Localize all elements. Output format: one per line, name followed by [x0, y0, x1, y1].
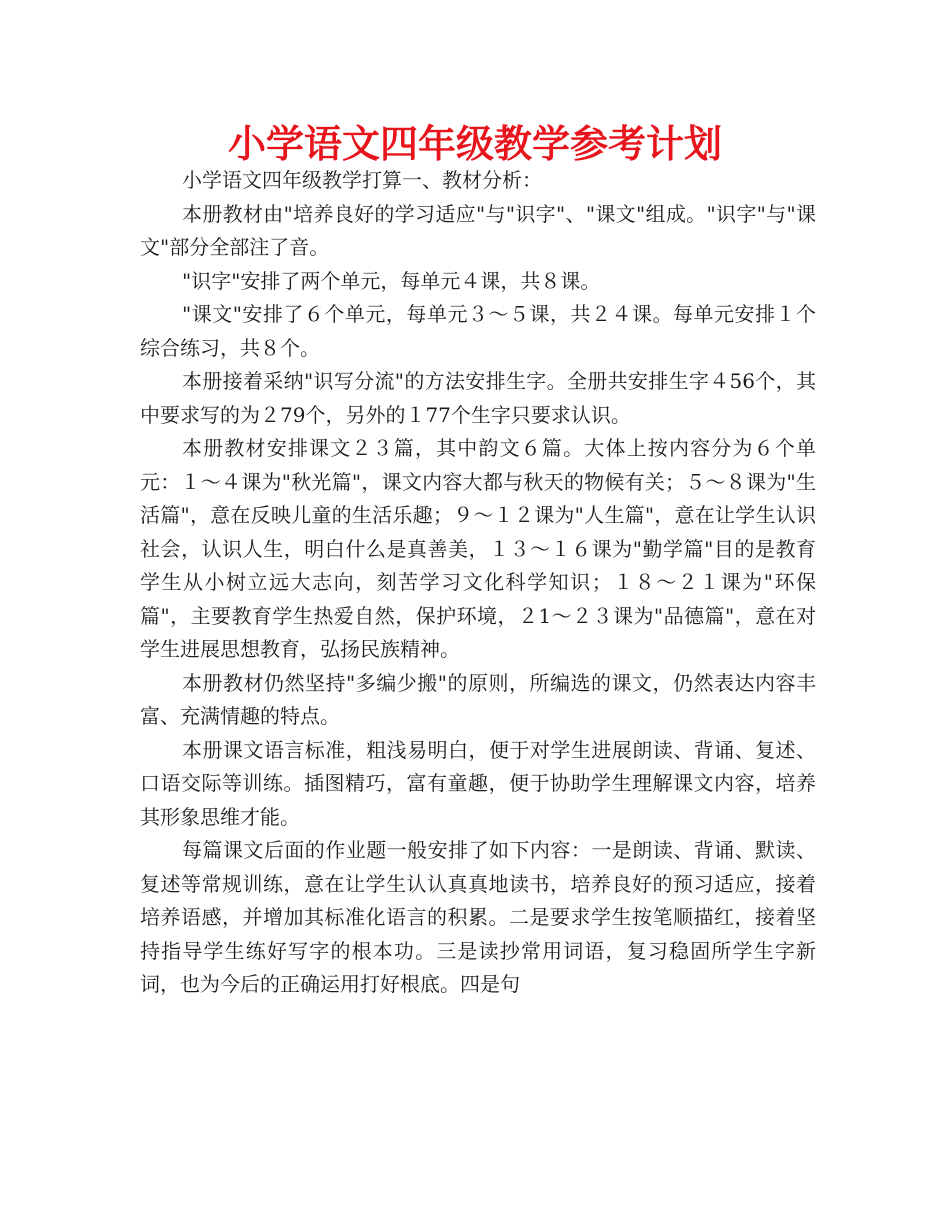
paragraph-language-style: 本册课文语言标准，粗浅易明白，便于对学生进展朗读、背诵、复述、口语交际等训练。插图精巧，富有童趣，便于协助学生理解课文内容，培养其形象思维才能。 — [140, 737, 816, 829]
paragraph-literacy-units: "识字"安排了两个单元，每单元４课，共８课。 — [182, 268, 601, 293]
paragraph-unit-themes: 本册教材安排课文２３篇，其中韵文６篇。大体上按内容分为６个单元：１～４课为"秋光篇"，课文内容大都与秋天的物候有关；５～８课为"生活篇"，意在反映儿童的生活乐趣；９～１２课为"人生篇"，意在让学生认识社会，认识人生，明白什么是真善美，１３～１６课为"勤学篇"目的是教育学生从小树立远大志向，刻苦学习文化科学知识；１８～２１课为"环保篇"，主要教育学生热爱自然，保护环境，２1～２３课为"品德篇"，意在对学生进展思想教育，弘扬民族精神。 — [140, 436, 816, 661]
paragraph-composition: 本册教材由"培养良好的学习适应"与"识字"、"课文"组成。"识字"与"课文"部分全部注了音。 — [140, 201, 816, 259]
paragraph-new-characters: 本册接着采纳"识写分流"的方法安排生字。全册共安排生字４56个，其中要求写的为２79个，另外的１77个生字只要求认识。 — [140, 369, 816, 427]
paragraph-intro: 小学语文四年级教学打算一、教材分析： — [182, 168, 542, 192]
document-title: 小学语文四年级教学参考计划 — [227, 122, 722, 166]
document-body — [140, 164, 816, 1002]
paragraph-text-units: "课文"安排了６个单元，每单元３～５课，共２４课。每单元安排１个综合练习，共８个。 — [140, 302, 816, 360]
paragraph-exercises: 每篇课文后面的作业题一般安排了如下内容：一是朗读、背诵、默读、复述等常规训练，意在让学生认认真真地读书，培养良好的预习适应，接着培养语感，并增加其标准化语言的积累。二是要求学生按笔顺描红，接着坚持指导学生练好写字的根本功。三是读抄常用词语，复习稳固所学生字新词，也为今后的正确运用打好根底。四是句 — [140, 838, 816, 996]
paragraph-editing-principle: 本册教材仍然坚持"多编少搬"的原则，所编选的课文，仍然表达内容丰富、充满情趣的特点。 — [140, 670, 816, 728]
